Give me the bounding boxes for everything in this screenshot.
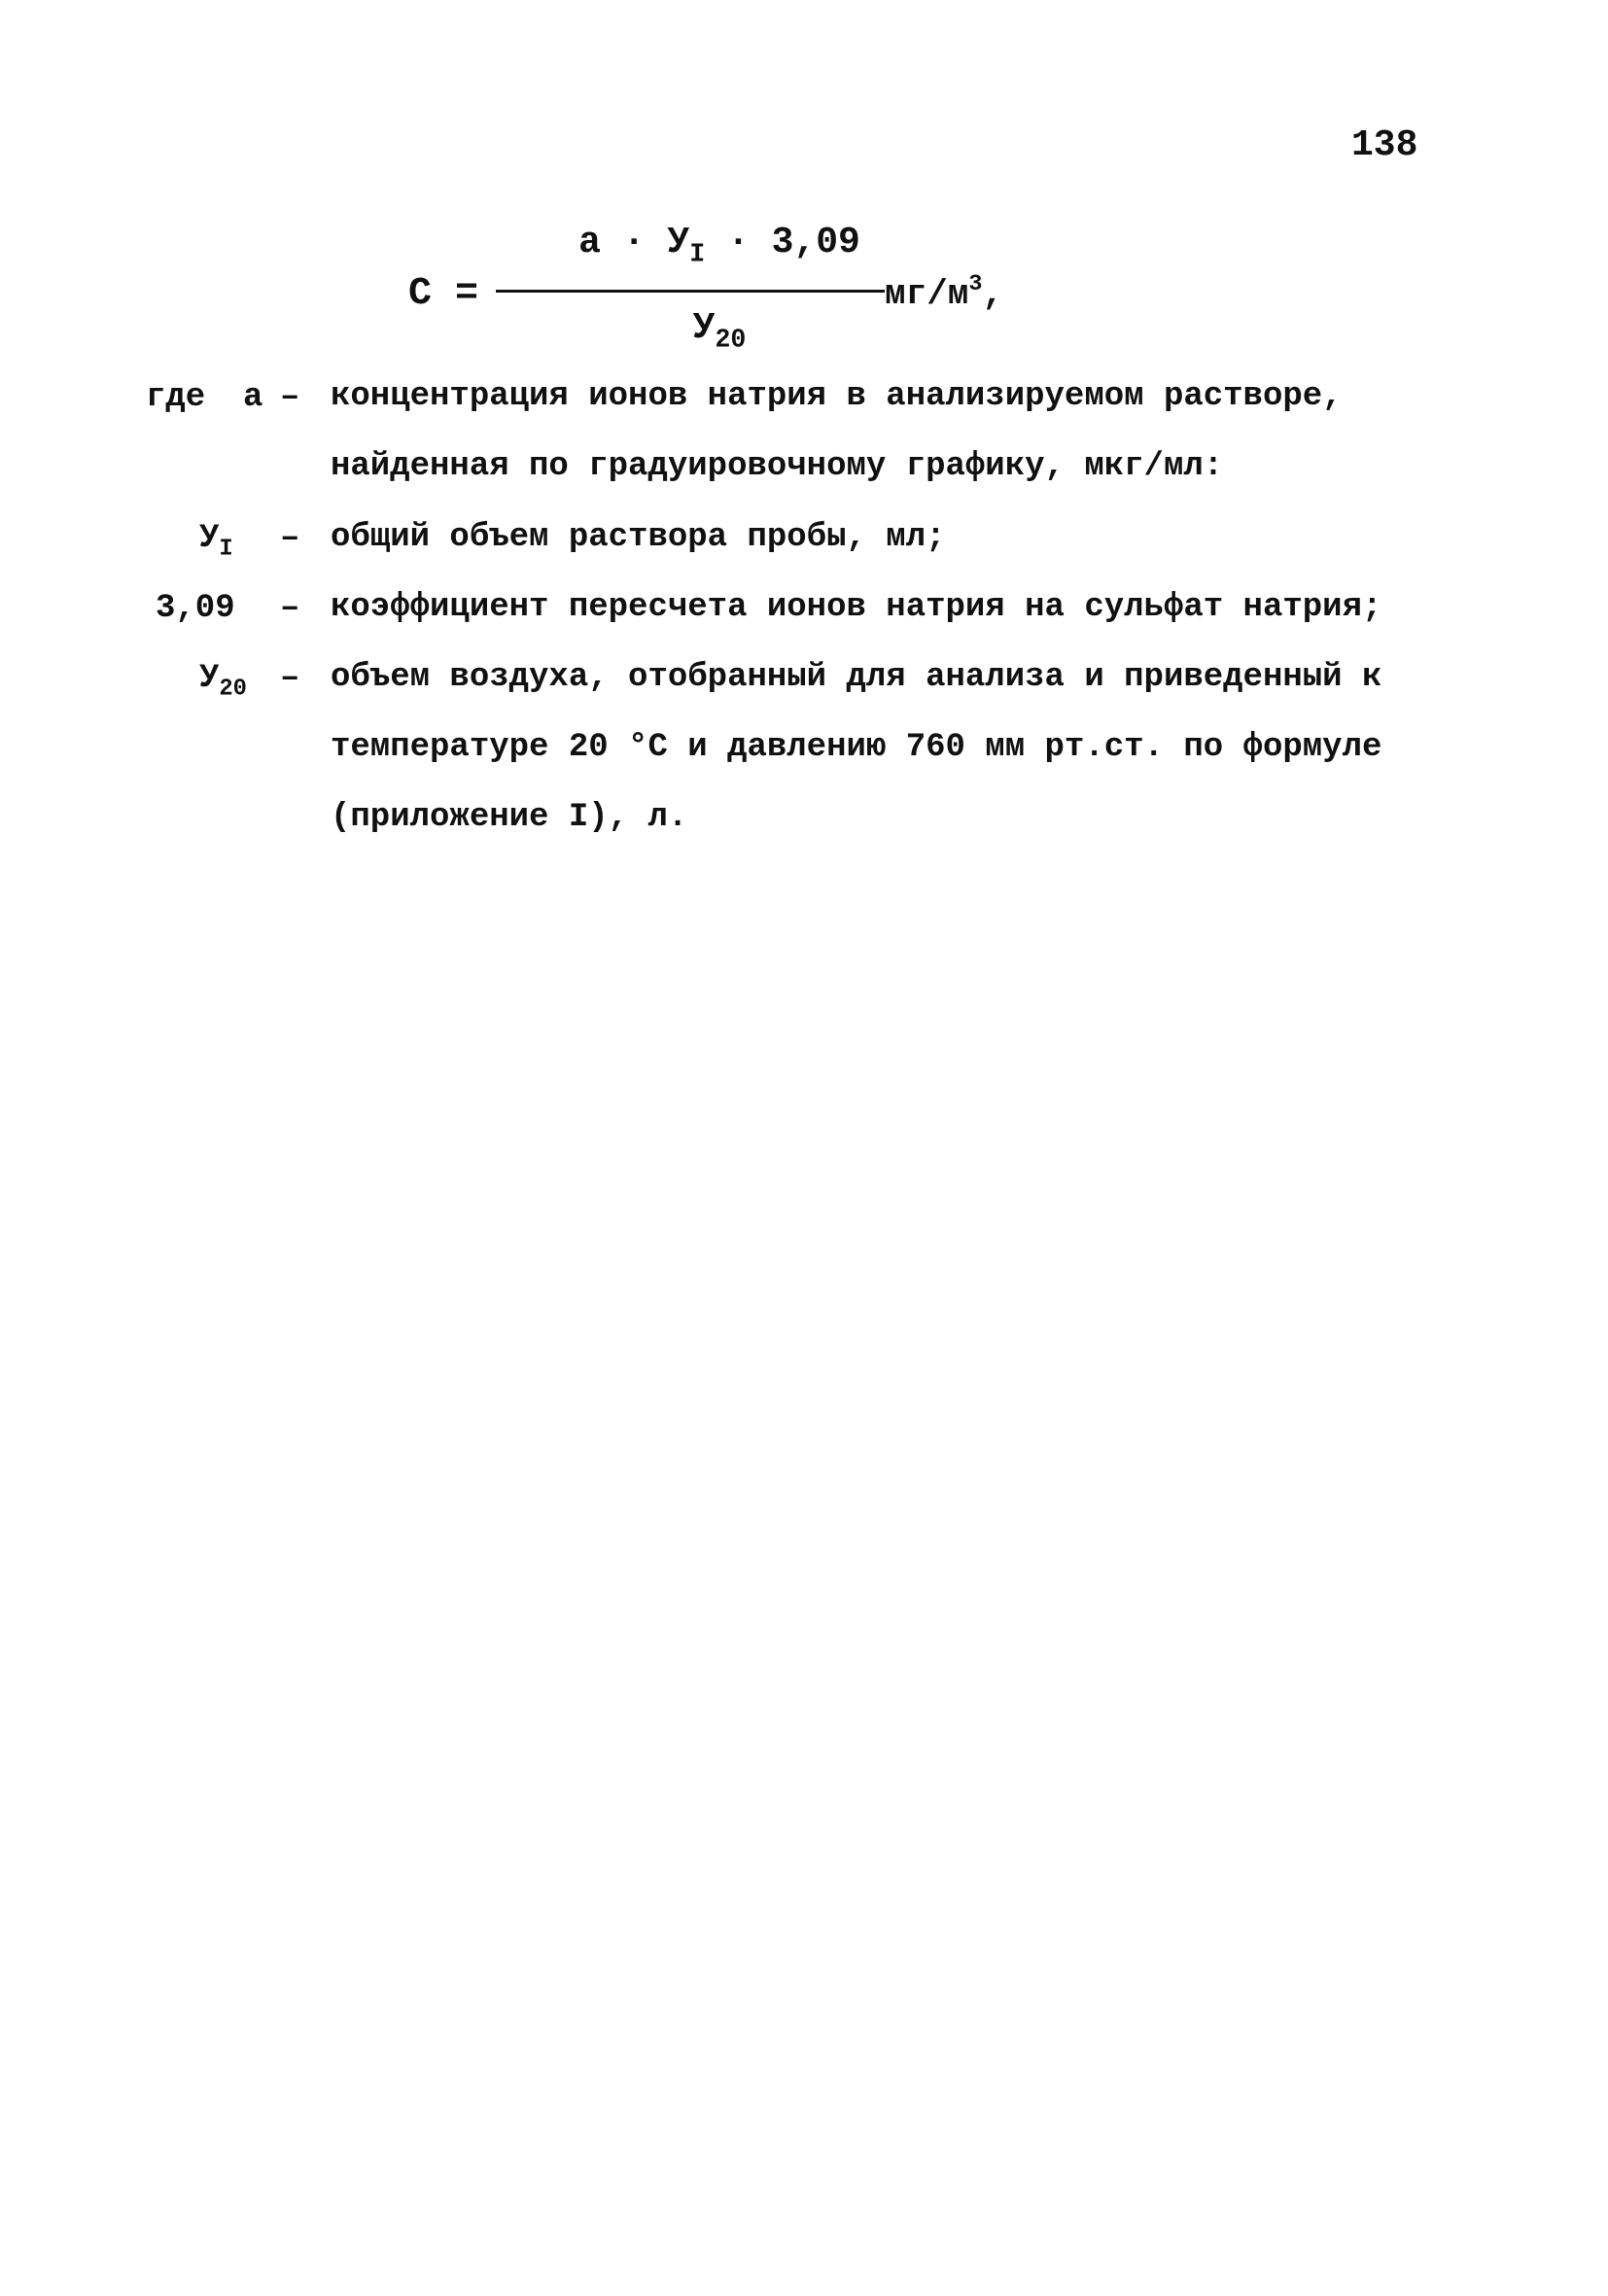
definition-symbol: $У_{20}$ — [199, 660, 247, 703]
definition-dash: – — [280, 660, 300, 697]
formula-denominator: $У_{20}$ — [692, 307, 747, 355]
definition-text: общий объем раствора пробы, мл; — [331, 519, 946, 556]
definition-dash: – — [280, 590, 300, 627]
definition-symbol: $У_I$ — [199, 520, 233, 563]
formula-unit: $мг/м^3$, — [885, 272, 1004, 315]
definition-text: концентрация ионов натрия в анализируемом растворе, найденная по градуировочному графику, мкг/мл: — [331, 378, 1343, 485]
definition-symbol: 3,09 — [156, 590, 235, 627]
definition-dash: – — [280, 520, 300, 557]
formula-lhs: С = — [408, 272, 479, 316]
formula-numerator: $a \cdot У_I \cdot 3,09$ — [578, 222, 860, 269]
page-number: 138 — [1351, 124, 1418, 166]
definition-text: объем воздуха, отобранный для анализа и приведенный к температуре 20 °С и давлению 760 мм рт.ст. по формуле (приложение I), л. — [331, 659, 1382, 836]
definition-text: коэффициент пересчета ионов натрия на сульфат натрия; — [331, 589, 1382, 626]
concentration-formula — [408, 222, 1089, 367]
fraction-bar — [496, 290, 885, 293]
intro-word: где — [146, 379, 206, 416]
definition-symbol: а — [243, 379, 263, 416]
definition-dash: – — [280, 379, 300, 416]
